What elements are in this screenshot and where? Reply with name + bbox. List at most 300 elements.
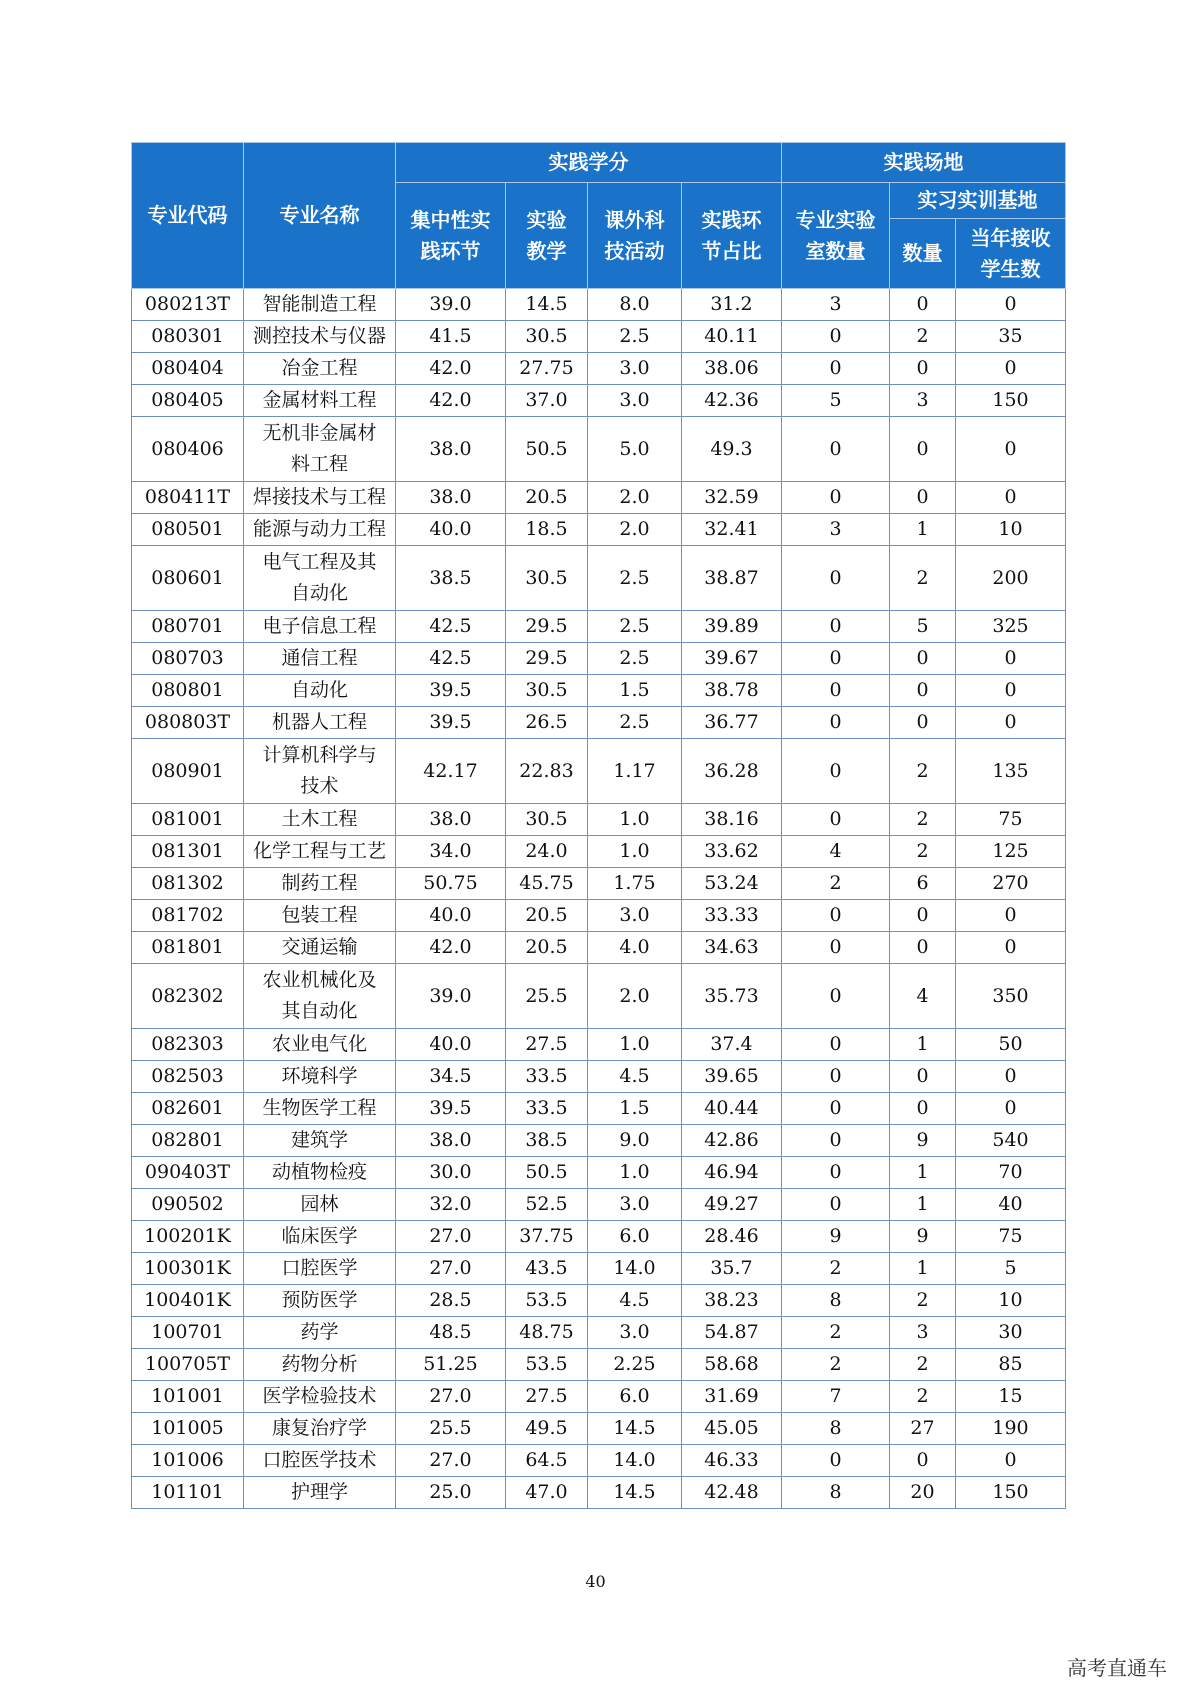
cell-extracurricular: 9.0 <box>588 1125 682 1157</box>
cell-labs: 2 <box>782 868 890 900</box>
cell-students: 150 <box>956 1477 1066 1509</box>
cell-experiment: 27.5 <box>506 1029 588 1061</box>
cell-concentrated: 28.5 <box>396 1285 506 1317</box>
table-row <box>132 1317 1066 1349</box>
table-row <box>132 932 1066 964</box>
cell-bases: 0 <box>890 1093 956 1125</box>
cell-extracurricular: 1.0 <box>588 804 682 836</box>
cell-bases: 0 <box>890 289 956 321</box>
cell-students: 40 <box>956 1189 1066 1221</box>
cell-labs: 0 <box>782 353 890 385</box>
header-concentrated: 集中性实践环节 <box>396 183 506 289</box>
cell-extracurricular: 4.5 <box>588 1285 682 1317</box>
cell-experiment: 29.5 <box>506 643 588 675</box>
cell-bases: 9 <box>890 1221 956 1253</box>
cell-bases: 0 <box>890 1061 956 1093</box>
cell-students: 75 <box>956 804 1066 836</box>
cell-extracurricular: 14.0 <box>588 1253 682 1285</box>
cell-experiment: 30.5 <box>506 546 588 611</box>
cell-bases: 2 <box>890 321 956 353</box>
cell-experiment: 24.0 <box>506 836 588 868</box>
cell-bases: 1 <box>890 1253 956 1285</box>
cell-code: 081001 <box>132 804 244 836</box>
cell-labs: 2 <box>782 1349 890 1381</box>
table-row <box>132 1125 1066 1157</box>
cell-code: 082303 <box>132 1029 244 1061</box>
cell-students: 350 <box>956 964 1066 1029</box>
cell-code: 080801 <box>132 675 244 707</box>
cell-code: 080404 <box>132 353 244 385</box>
cell-extracurricular: 2.5 <box>588 643 682 675</box>
cell-concentrated: 51.25 <box>396 1349 506 1381</box>
table-row <box>132 1477 1066 1509</box>
cell-concentrated: 42.17 <box>396 739 506 804</box>
cell-ratio: 42.48 <box>682 1477 782 1509</box>
cell-code: 081702 <box>132 900 244 932</box>
cell-ratio: 34.63 <box>682 932 782 964</box>
cell-students: 135 <box>956 739 1066 804</box>
cell-name: 口腔医学 <box>244 1253 396 1285</box>
cell-code: 082601 <box>132 1093 244 1125</box>
cell-name: 建筑学 <box>244 1125 396 1157</box>
table-row <box>132 611 1066 643</box>
cell-experiment: 45.75 <box>506 868 588 900</box>
cell-concentrated: 42.5 <box>396 643 506 675</box>
cell-ratio: 39.67 <box>682 643 782 675</box>
cell-bases: 2 <box>890 739 956 804</box>
cell-experiment: 47.0 <box>506 1477 588 1509</box>
cell-experiment: 29.5 <box>506 611 588 643</box>
cell-name: 生物医学工程 <box>244 1093 396 1125</box>
header-code: 专业代码 <box>132 143 244 289</box>
cell-bases: 2 <box>890 1349 956 1381</box>
cell-extracurricular: 2.5 <box>588 611 682 643</box>
cell-students: 15 <box>956 1381 1066 1413</box>
cell-labs: 7 <box>782 1381 890 1413</box>
cell-extracurricular: 1.0 <box>588 1157 682 1189</box>
cell-concentrated: 39.0 <box>396 289 506 321</box>
cell-concentrated: 42.5 <box>396 611 506 643</box>
cell-ratio: 32.41 <box>682 514 782 546</box>
cell-bases: 0 <box>890 1445 956 1477</box>
cell-extracurricular: 3.0 <box>588 1189 682 1221</box>
cell-students: 0 <box>956 482 1066 514</box>
cell-name: 通信工程 <box>244 643 396 675</box>
cell-concentrated: 39.0 <box>396 964 506 1029</box>
cell-name: 无机非金属材料工程 <box>244 417 396 482</box>
cell-code: 101005 <box>132 1413 244 1445</box>
cell-ratio: 33.33 <box>682 900 782 932</box>
table-row <box>132 1157 1066 1189</box>
cell-ratio: 36.28 <box>682 739 782 804</box>
cell-concentrated: 30.0 <box>396 1157 506 1189</box>
cell-students: 325 <box>956 611 1066 643</box>
cell-extracurricular: 3.0 <box>588 353 682 385</box>
cell-students: 0 <box>956 675 1066 707</box>
cell-bases: 1 <box>890 1157 956 1189</box>
cell-extracurricular: 3.0 <box>588 1317 682 1349</box>
cell-extracurricular: 2.0 <box>588 514 682 546</box>
cell-code: 080411T <box>132 482 244 514</box>
cell-students: 30 <box>956 1317 1066 1349</box>
cell-bases: 6 <box>890 868 956 900</box>
cell-name: 土木工程 <box>244 804 396 836</box>
cell-experiment: 50.5 <box>506 1157 588 1189</box>
table-row <box>132 1349 1066 1381</box>
cell-labs: 8 <box>782 1477 890 1509</box>
cell-code: 082801 <box>132 1125 244 1157</box>
table-row <box>132 739 1066 804</box>
practice-table <box>131 142 1066 1509</box>
cell-extracurricular: 2.5 <box>588 321 682 353</box>
cell-labs: 0 <box>782 1093 890 1125</box>
cell-ratio: 49.27 <box>682 1189 782 1221</box>
cell-labs: 0 <box>782 1445 890 1477</box>
cell-concentrated: 39.5 <box>396 675 506 707</box>
table-row <box>132 353 1066 385</box>
table-row <box>132 675 1066 707</box>
cell-concentrated: 27.0 <box>396 1381 506 1413</box>
cell-bases: 5 <box>890 611 956 643</box>
cell-name: 预防医学 <box>244 1285 396 1317</box>
table-row <box>132 1253 1066 1285</box>
cell-name: 冶金工程 <box>244 353 396 385</box>
cell-concentrated: 42.0 <box>396 932 506 964</box>
table-row <box>132 1061 1066 1093</box>
watermark: 高考直通车 <box>1067 1656 1167 1680</box>
cell-code: 082503 <box>132 1061 244 1093</box>
cell-bases: 9 <box>890 1125 956 1157</box>
table-row <box>132 321 1066 353</box>
cell-labs: 0 <box>782 1125 890 1157</box>
table-row <box>132 1285 1066 1317</box>
cell-name: 电子信息工程 <box>244 611 396 643</box>
cell-labs: 8 <box>782 1413 890 1445</box>
table-row <box>132 1189 1066 1221</box>
cell-experiment: 33.5 <box>506 1061 588 1093</box>
cell-name: 包装工程 <box>244 900 396 932</box>
cell-name: 计算机科学与技术 <box>244 739 396 804</box>
cell-students: 0 <box>956 900 1066 932</box>
cell-labs: 2 <box>782 1317 890 1349</box>
cell-experiment: 38.5 <box>506 1125 588 1157</box>
cell-experiment: 48.75 <box>506 1317 588 1349</box>
cell-extracurricular: 14.5 <box>588 1413 682 1445</box>
cell-concentrated: 42.0 <box>396 353 506 385</box>
cell-concentrated: 38.0 <box>396 1125 506 1157</box>
cell-ratio: 38.16 <box>682 804 782 836</box>
cell-ratio: 45.05 <box>682 1413 782 1445</box>
cell-code: 080703 <box>132 643 244 675</box>
cell-extracurricular: 6.0 <box>588 1221 682 1253</box>
cell-students: 270 <box>956 868 1066 900</box>
cell-extracurricular: 3.0 <box>588 385 682 417</box>
header-lab-count: 专业实验室数量 <box>782 183 890 289</box>
cell-code: 080301 <box>132 321 244 353</box>
cell-code: 100301K <box>132 1253 244 1285</box>
cell-students: 10 <box>956 1285 1066 1317</box>
cell-experiment: 27.5 <box>506 1381 588 1413</box>
cell-labs: 0 <box>782 932 890 964</box>
cell-code: 080803T <box>132 707 244 739</box>
cell-ratio: 53.24 <box>682 868 782 900</box>
cell-bases: 27 <box>890 1413 956 1445</box>
cell-ratio: 42.36 <box>682 385 782 417</box>
cell-concentrated: 38.5 <box>396 546 506 611</box>
cell-experiment: 37.75 <box>506 1221 588 1253</box>
cell-experiment: 43.5 <box>506 1253 588 1285</box>
cell-experiment: 20.5 <box>506 482 588 514</box>
cell-bases: 0 <box>890 675 956 707</box>
cell-labs: 0 <box>782 1061 890 1093</box>
cell-ratio: 46.94 <box>682 1157 782 1189</box>
cell-students: 50 <box>956 1029 1066 1061</box>
cell-code: 090403T <box>132 1157 244 1189</box>
cell-bases: 4 <box>890 964 956 1029</box>
cell-ratio: 54.87 <box>682 1317 782 1349</box>
cell-code: 080601 <box>132 546 244 611</box>
cell-code: 082302 <box>132 964 244 1029</box>
cell-name: 园林 <box>244 1189 396 1221</box>
cell-ratio: 28.46 <box>682 1221 782 1253</box>
cell-ratio: 39.89 <box>682 611 782 643</box>
cell-labs: 0 <box>782 804 890 836</box>
cell-experiment: 52.5 <box>506 1189 588 1221</box>
cell-students: 0 <box>956 643 1066 675</box>
cell-code: 100701 <box>132 1317 244 1349</box>
cell-concentrated: 34.5 <box>396 1061 506 1093</box>
table-row <box>132 964 1066 1029</box>
cell-ratio: 40.44 <box>682 1093 782 1125</box>
cell-name: 交通运输 <box>244 932 396 964</box>
table-row <box>132 482 1066 514</box>
cell-bases: 1 <box>890 514 956 546</box>
header-extracurricular: 课外科技活动 <box>588 183 682 289</box>
table-row <box>132 1029 1066 1061</box>
cell-labs: 3 <box>782 514 890 546</box>
cell-extracurricular: 2.5 <box>588 707 682 739</box>
cell-extracurricular: 14.0 <box>588 1445 682 1477</box>
header-experiment: 实验教学 <box>506 183 588 289</box>
cell-experiment: 53.5 <box>506 1285 588 1317</box>
cell-labs: 0 <box>782 417 890 482</box>
cell-students: 0 <box>956 932 1066 964</box>
cell-extracurricular: 1.75 <box>588 868 682 900</box>
cell-labs: 0 <box>782 707 890 739</box>
cell-name: 康复治疗学 <box>244 1413 396 1445</box>
cell-ratio: 38.78 <box>682 675 782 707</box>
cell-code: 101006 <box>132 1445 244 1477</box>
cell-bases: 0 <box>890 707 956 739</box>
header-name: 专业名称 <box>244 143 396 289</box>
cell-code: 080501 <box>132 514 244 546</box>
cell-bases: 0 <box>890 643 956 675</box>
cell-experiment: 20.5 <box>506 900 588 932</box>
cell-concentrated: 42.0 <box>396 385 506 417</box>
cell-name: 电气工程及其自动化 <box>244 546 396 611</box>
cell-bases: 2 <box>890 1285 956 1317</box>
cell-labs: 0 <box>782 546 890 611</box>
cell-extracurricular: 1.5 <box>588 675 682 707</box>
cell-labs: 0 <box>782 611 890 643</box>
cell-extracurricular: 1.0 <box>588 1029 682 1061</box>
cell-concentrated: 39.5 <box>396 1093 506 1125</box>
cell-name: 化学工程与工艺 <box>244 836 396 868</box>
cell-students: 190 <box>956 1413 1066 1445</box>
table-row <box>132 546 1066 611</box>
cell-labs: 0 <box>782 964 890 1029</box>
page-number: 40 <box>585 1572 606 1591</box>
cell-bases: 2 <box>890 804 956 836</box>
cell-concentrated: 41.5 <box>396 321 506 353</box>
cell-name: 测控技术与仪器 <box>244 321 396 353</box>
cell-code: 100401K <box>132 1285 244 1317</box>
cell-experiment: 18.5 <box>506 514 588 546</box>
cell-labs: 0 <box>782 1189 890 1221</box>
cell-ratio: 33.62 <box>682 836 782 868</box>
cell-students: 0 <box>956 1061 1066 1093</box>
cell-students: 75 <box>956 1221 1066 1253</box>
cell-experiment: 22.83 <box>506 739 588 804</box>
cell-experiment: 64.5 <box>506 1445 588 1477</box>
cell-extracurricular: 2.0 <box>588 482 682 514</box>
cell-students: 125 <box>956 836 1066 868</box>
cell-extracurricular: 2.5 <box>588 546 682 611</box>
cell-labs: 4 <box>782 836 890 868</box>
table-row <box>132 417 1066 482</box>
table-row <box>132 1445 1066 1477</box>
cell-concentrated: 25.5 <box>396 1413 506 1445</box>
table-row <box>132 514 1066 546</box>
cell-code: 081302 <box>132 868 244 900</box>
cell-name: 动植物检疫 <box>244 1157 396 1189</box>
cell-extracurricular: 5.0 <box>588 417 682 482</box>
cell-experiment: 25.5 <box>506 964 588 1029</box>
cell-bases: 0 <box>890 417 956 482</box>
cell-ratio: 31.69 <box>682 1381 782 1413</box>
cell-concentrated: 27.0 <box>396 1445 506 1477</box>
cell-students: 540 <box>956 1125 1066 1157</box>
cell-bases: 0 <box>890 353 956 385</box>
cell-ratio: 35.73 <box>682 964 782 1029</box>
cell-experiment: 33.5 <box>506 1093 588 1125</box>
cell-code: 080405 <box>132 385 244 417</box>
cell-name: 护理学 <box>244 1477 396 1509</box>
cell-ratio: 58.68 <box>682 1349 782 1381</box>
table-body <box>132 289 1066 1509</box>
cell-ratio: 31.2 <box>682 289 782 321</box>
cell-concentrated: 50.75 <box>396 868 506 900</box>
header-base-count: 数量 <box>890 219 956 289</box>
cell-students: 0 <box>956 1093 1066 1125</box>
cell-students: 150 <box>956 385 1066 417</box>
cell-ratio: 38.06 <box>682 353 782 385</box>
table-row <box>132 1221 1066 1253</box>
table-row <box>132 868 1066 900</box>
cell-labs: 0 <box>782 675 890 707</box>
cell-ratio: 46.33 <box>682 1445 782 1477</box>
cell-ratio: 40.11 <box>682 321 782 353</box>
cell-name: 农业机械化及其自动化 <box>244 964 396 1029</box>
table-row <box>132 1413 1066 1445</box>
cell-bases: 3 <box>890 1317 956 1349</box>
cell-extracurricular: 1.17 <box>588 739 682 804</box>
cell-code: 080213T <box>132 289 244 321</box>
cell-bases: 2 <box>890 546 956 611</box>
table-row <box>132 707 1066 739</box>
cell-extracurricular: 14.5 <box>588 1477 682 1509</box>
cell-name: 药物分析 <box>244 1349 396 1381</box>
cell-concentrated: 27.0 <box>396 1221 506 1253</box>
table-row <box>132 1381 1066 1413</box>
cell-bases: 3 <box>890 385 956 417</box>
cell-ratio: 49.3 <box>682 417 782 482</box>
cell-concentrated: 34.0 <box>396 836 506 868</box>
cell-name: 自动化 <box>244 675 396 707</box>
cell-students: 10 <box>956 514 1066 546</box>
cell-extracurricular: 8.0 <box>588 289 682 321</box>
table-row <box>132 804 1066 836</box>
cell-extracurricular: 1.5 <box>588 1093 682 1125</box>
cell-name: 医学检验技术 <box>244 1381 396 1413</box>
cell-code: 080901 <box>132 739 244 804</box>
cell-experiment: 26.5 <box>506 707 588 739</box>
cell-name: 口腔医学技术 <box>244 1445 396 1477</box>
cell-concentrated: 32.0 <box>396 1189 506 1221</box>
cell-name: 智能制造工程 <box>244 289 396 321</box>
cell-students: 35 <box>956 321 1066 353</box>
cell-experiment: 27.75 <box>506 353 588 385</box>
cell-concentrated: 39.5 <box>396 707 506 739</box>
cell-extracurricular: 6.0 <box>588 1381 682 1413</box>
cell-ratio: 42.86 <box>682 1125 782 1157</box>
cell-code: 100705T <box>132 1349 244 1381</box>
cell-experiment: 20.5 <box>506 932 588 964</box>
cell-labs: 0 <box>782 482 890 514</box>
cell-name: 制药工程 <box>244 868 396 900</box>
cell-students: 70 <box>956 1157 1066 1189</box>
cell-code: 080406 <box>132 417 244 482</box>
cell-bases: 20 <box>890 1477 956 1509</box>
cell-code: 101101 <box>132 1477 244 1509</box>
cell-extracurricular: 4.5 <box>588 1061 682 1093</box>
cell-experiment: 30.5 <box>506 675 588 707</box>
cell-bases: 1 <box>890 1189 956 1221</box>
cell-concentrated: 38.0 <box>396 482 506 514</box>
cell-name: 机器人工程 <box>244 707 396 739</box>
cell-bases: 2 <box>890 1381 956 1413</box>
table-row <box>132 1093 1066 1125</box>
cell-experiment: 49.5 <box>506 1413 588 1445</box>
cell-name: 环境科学 <box>244 1061 396 1093</box>
cell-labs: 0 <box>782 900 890 932</box>
cell-labs: 9 <box>782 1221 890 1253</box>
cell-concentrated: 40.0 <box>396 1029 506 1061</box>
cell-name: 农业电气化 <box>244 1029 396 1061</box>
cell-students: 0 <box>956 353 1066 385</box>
cell-labs: 8 <box>782 1285 890 1317</box>
cell-concentrated: 27.0 <box>396 1253 506 1285</box>
cell-ratio: 37.4 <box>682 1029 782 1061</box>
cell-students: 5 <box>956 1253 1066 1285</box>
cell-experiment: 50.5 <box>506 417 588 482</box>
cell-concentrated: 38.0 <box>396 804 506 836</box>
header-training-base: 实习实训基地 <box>890 183 1066 219</box>
table-row <box>132 900 1066 932</box>
cell-experiment: 30.5 <box>506 804 588 836</box>
table-row <box>132 385 1066 417</box>
cell-students: 0 <box>956 707 1066 739</box>
